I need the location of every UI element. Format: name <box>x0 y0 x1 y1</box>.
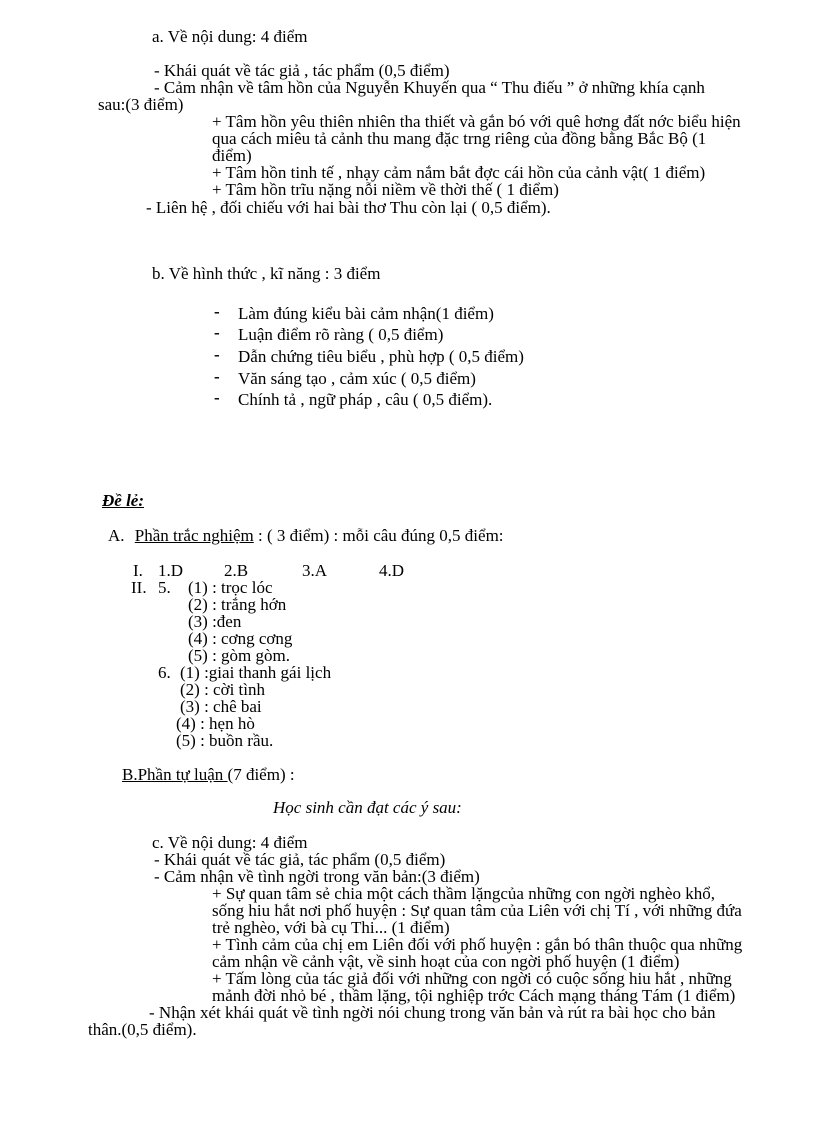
q5-item: (5) : gòm gòm. <box>188 646 290 665</box>
section-a-line: + Tâm hồn trĩu nặng nỗi niềm về thời thế ( 1 điểm) <box>212 180 559 199</box>
section-c-line: + Tình cảm của chị em Liên đối với phố huyện : gắn bó thân thuộc qua những <box>212 935 743 954</box>
section-a-line: - Liên hệ , đối chiếu với hai bài thơ Thu còn lại ( 0,5 điểm). <box>146 198 551 217</box>
answer-1: 1.D <box>158 561 184 580</box>
section-a-line: + Tâm hồn yêu thiên nhiên tha thiết và gắn bó với quê hơng đất nớc biểu hiện <box>212 112 741 131</box>
section-a-line: + Tâm hồn tinh tế , nhạy cảm nắm bắt đợc cái hồn của cảnh vật( 1 điểm) <box>212 163 706 182</box>
section-b-item: - Luận điểm rõ ràng ( 0,5 điểm) <box>238 326 443 343</box>
q5-item: (2) : trắng hớn <box>188 595 287 614</box>
section-c-line: - Nhận xét khái quát về tình ngời nói chung trong văn bản và rút ra bài học cho bản <box>149 1003 716 1022</box>
roman-2-label: II. <box>131 578 147 597</box>
roman-1-label: I. <box>133 561 143 580</box>
section-c-line: trẻ nghèo, với bà cụ Thi... (1 điểm) <box>212 918 450 937</box>
section-a-heading: a. Về nội dung: 4 điểm <box>152 27 308 46</box>
q6-item: (1) :giai thanh gái lịch <box>180 663 332 682</box>
q6-item: (4) : hẹn hò <box>176 714 255 733</box>
answer-4: 4.D <box>379 561 405 580</box>
section-c-line: - Khái quát về tác giả, tác phẩm (0,5 điểm) <box>154 850 446 869</box>
section-b-item: - Làm đúng kiểu bài cảm nhận(1 điểm) <box>238 305 494 322</box>
section-c-line: - Cảm nhận về tình ngời trong văn bản:(3 điểm) <box>154 867 480 886</box>
section-b-item: - Văn sáng tạo , cảm xúc ( 0,5 điểm) <box>238 370 476 387</box>
section-b-item: - Dẫn chứng tiêu biểu , phù hợp ( 0,5 điểm) <box>238 348 524 365</box>
section-c-line: sống hiu hắt nơi phố huyện : Sự quan tâm của Liên với chị Tí , với những đứa <box>212 901 742 920</box>
section-c-line: mảnh đời nhỏ bé , thầm lặng, tội nghiệp trớc Cách mạng tháng Tám (1 điểm) <box>212 986 736 1005</box>
section-c-line: + Sự quan tâm sẻ chia một cách thầm lặngcủa những con ngời nghèo khổ, <box>212 884 715 903</box>
section-c-line: thân.(0,5 điểm). <box>88 1020 197 1039</box>
q5-item: (4) : cơng cơng <box>188 629 293 648</box>
part-b-heading <box>122 766 295 783</box>
section-a-line: điểm) <box>212 146 252 165</box>
answer-3: 3.A <box>302 561 328 580</box>
q5-label: 5. <box>158 578 171 597</box>
section-c-heading: c. Về nội dung: 4 điểm <box>152 833 308 852</box>
q6-label: 6. <box>158 663 171 682</box>
de-le-title: Đề lẻ: <box>102 491 145 510</box>
part-a-title: Phần trắc nghiệm <box>134 526 254 545</box>
q6-item: (3) : chê bai <box>180 697 262 716</box>
part-a-label: A. <box>108 526 125 545</box>
section-c-line: + Tấm lòng của tác giả đối với những con ngời có cuộc sống hiu hắt , những <box>212 969 732 988</box>
section-a-line: - Khái quát về tác giả , tác phẩm (0,5 điểm) <box>154 61 450 80</box>
answer-2: 2.B <box>224 561 249 580</box>
section-c-line: cảm nhận về cảnh vật, về sinh hoạt của con ngời phố huyện (1 điểm) <box>212 952 680 971</box>
section-a-line: qua cách miêu tả cảnh thu mang đặc trng riêng của đồng bằng Bắc Bộ (1 <box>212 129 707 148</box>
q6-item: (2) : cời tình <box>180 680 265 699</box>
part-b-rest: (7 điểm) : <box>227 765 295 784</box>
part-a-rest: : ( 3 điểm) : mỗi câu đúng 0,5 điểm: <box>253 526 504 545</box>
part-b-title: B.Phần tự luận <box>122 765 228 784</box>
q5-item: (1) : trọc lóc <box>188 578 273 597</box>
section-a-line: - Cảm nhận về tâm hồn của Nguyễn Khuyến qua “ Thu điếu ” ở những khía cạnh <box>154 78 705 97</box>
essay-intro: Học sinh cần đạt các ý sau: <box>273 798 462 817</box>
section-b-item: - Chính tả , ngữ pháp , câu ( 0,5 điểm). <box>238 391 492 408</box>
q5-item: (3) :đen <box>188 612 242 631</box>
section-a-line: sau:(3 điểm) <box>98 95 184 114</box>
q6-item: (5) : buồn rầu. <box>176 731 274 750</box>
section-b-heading: b. Về hình thức , kĩ năng : 3 điểm <box>152 264 381 283</box>
part-a-heading <box>108 527 504 544</box>
